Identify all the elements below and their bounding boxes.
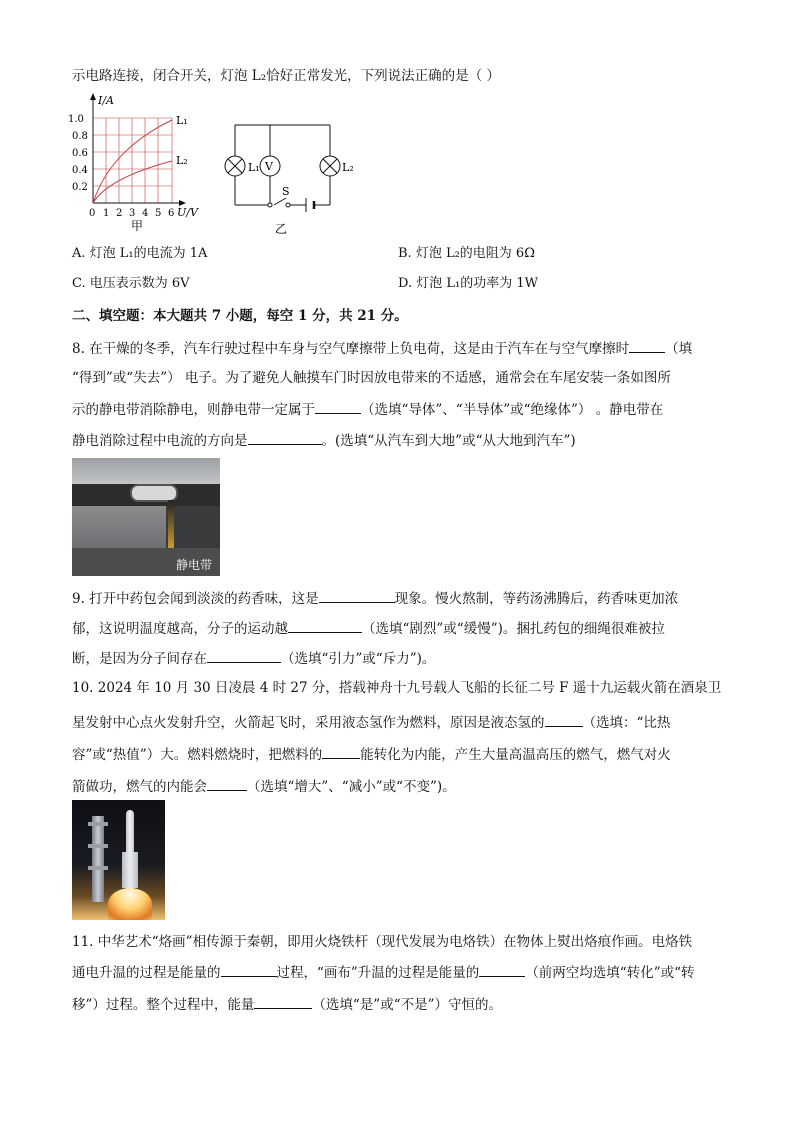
rocket-launch-photo — [72, 800, 165, 920]
q9-line2 — [72, 618, 665, 639]
q10-line4 — [72, 776, 456, 797]
lamp-l1-label: L₁ — [248, 161, 260, 174]
x-tick: 2 — [116, 208, 123, 219]
text: （选填：“比热 — [582, 715, 671, 731]
answer-blank — [629, 338, 665, 353]
answer-blank — [221, 962, 277, 977]
x-tick: 4 — [142, 208, 149, 219]
curve-label-l2: L₂ — [176, 154, 188, 167]
x-tick: 1 — [103, 208, 110, 219]
x-tick: 3 — [129, 208, 136, 219]
switch-label: S — [282, 185, 290, 198]
q8-line2: “得到”或“失去”） 电子。为了避免人触摸车门时因放电带来的不适感，通常会在车尾安装一条如图所 — [72, 370, 671, 386]
answer-blank — [545, 712, 583, 727]
q8-line4 — [72, 430, 576, 451]
option-b: B. 灯泡 L₂的电阻为 6Ω — [398, 246, 535, 261]
y-tick: 0.8 — [72, 131, 88, 142]
answer-blank — [207, 648, 281, 663]
q9-line3 — [72, 648, 435, 669]
q11-line1: 11. 中华艺术“烙画”相传源于秦朝，即用火烧铁杆（现代发展为电烙铁）在物体上熨出烙痕作画。电烙铁 — [72, 934, 693, 950]
q11-line3 — [72, 994, 502, 1015]
graph-caption: 甲 — [131, 219, 144, 233]
answer-blank — [288, 618, 362, 633]
answer-blank — [479, 962, 525, 977]
text: 静电消除过程中电流的方向是 — [72, 433, 248, 449]
curve-l2 — [93, 161, 172, 203]
text: 通电升温的过程是能量的 — [72, 965, 221, 981]
text: 断，是因为分子间存在 — [72, 651, 207, 667]
text: 8. 在干燥的冬季，汽车行驶过程中车身与空气摩擦带上负电荷，这是由于汽车在与空气摩擦时 — [72, 341, 630, 357]
answer-blank — [322, 744, 360, 759]
text: 。(选填“从汽车到大地”或“从大地到汽车”) — [321, 433, 576, 449]
q7-stem: 示电路连接，闭合开关，灯泡 L₂恰好正常发光，下列说法正确的是（ ） — [72, 68, 500, 84]
lamp-l2-label: L₂ — [342, 161, 354, 174]
q10-line2 — [72, 712, 670, 733]
circuit-caption: 乙 — [275, 222, 288, 236]
q9-line1 — [72, 588, 678, 609]
x-tick: 6 — [168, 208, 175, 219]
text: （选填“是”或“不是”）守恒的。 — [312, 997, 503, 1013]
x-tick: 0 — [89, 208, 96, 219]
text: 过程，“画布”升温的过程是能量的 — [276, 965, 480, 981]
text: 星发射中心点火发射升空，火箭起飞时，采用液态氢作为燃料，原因是液态氢的 — [72, 715, 545, 731]
text: （选填“增大”、“减小”或“不变”)。 — [247, 779, 456, 795]
text: 容”或“热值”）大。燃料燃烧时，把燃料的 — [72, 747, 323, 763]
q10-line3 — [72, 744, 671, 765]
q8-line1 — [72, 338, 692, 359]
circuit-diagram — [220, 115, 365, 240]
text: （选填“引力”或“斥力”)。 — [281, 651, 436, 667]
text: 示的静电带消除静电，则静电带一定属于 — [72, 402, 315, 418]
text: 能转化为内能，产生大量高温高压的燃气，燃气对火 — [360, 747, 671, 763]
y-tick: 0.4 — [72, 165, 88, 176]
x-axis-label: U/V — [177, 206, 198, 219]
text: 箭做功，燃气的内能会 — [72, 779, 207, 795]
text: （选填“剧烈”或“缓慢”)。捆扎药包的细绳很难被拉 — [362, 621, 665, 637]
option-c: C. 电压表示数为 6V — [72, 276, 190, 291]
answer-blank — [315, 399, 361, 414]
iu-graph — [68, 90, 218, 235]
voltmeter-label: V — [265, 160, 273, 173]
q8-line3 — [72, 399, 663, 420]
text: 移”）过程。整个过程中，能量 — [72, 997, 255, 1013]
y-axis-label: I/A — [98, 94, 114, 107]
answer-blank — [248, 430, 322, 445]
text: 9. 打开中药包会闻到淡淡的药香味，这是 — [72, 591, 319, 607]
answer-blank — [254, 994, 312, 1009]
text: （选填“导体”、“半导体”或“绝缘体”） 。静电带在 — [361, 402, 664, 418]
q11-line2 — [72, 962, 695, 983]
text: 郁，这说明温度越高，分子的运动越 — [72, 621, 288, 637]
option-d: D. 灯泡 L₁的功率为 1W — [398, 276, 538, 291]
x-tick: 5 — [155, 208, 162, 219]
text: （前两空均选填“转化”或“转 — [525, 965, 695, 981]
y-tick: 1.0 — [68, 114, 84, 125]
option-a: A. 灯泡 L₁的电流为 1A — [72, 246, 208, 261]
answer-blank — [207, 776, 247, 791]
y-tick: 0.2 — [72, 182, 88, 193]
answer-blank — [319, 588, 395, 603]
y-tick: 0.6 — [72, 148, 88, 159]
q10-line1: 10. 2024 年 10 月 30 日凌晨 4 时 27 分，搭载神舟十九号载人飞船的长征二号 F 遥十九运载火箭在酒泉卫 — [72, 680, 722, 696]
photo-label: 静电带 — [176, 558, 213, 572]
text: 现象。慢火熬制，等药汤沸腾后，药香味更加浓 — [394, 591, 679, 607]
section-heading: 二、填空题：本大题共 7 小题，每空 1 分，共 21 分。 — [72, 308, 408, 324]
text: （填 — [665, 341, 693, 357]
curve-label-l1: L₁ — [176, 114, 188, 127]
static-strap-photo — [72, 458, 220, 576]
